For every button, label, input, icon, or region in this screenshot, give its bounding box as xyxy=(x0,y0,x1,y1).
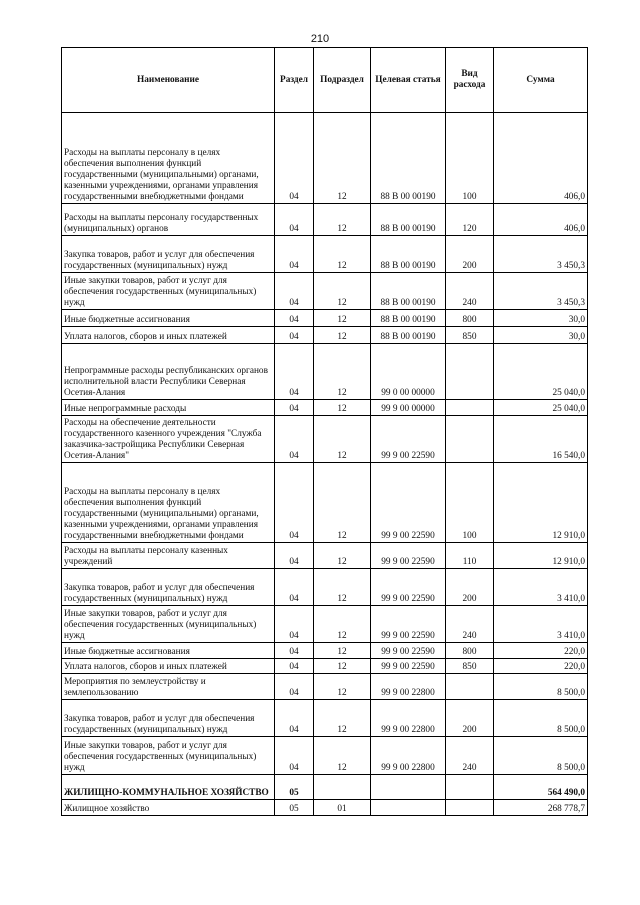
cell-vid xyxy=(446,400,494,416)
cell-vid xyxy=(446,800,494,816)
table-row xyxy=(62,659,588,674)
cell-razdel: 04 xyxy=(275,113,314,204)
cell-podrazdel: 12 xyxy=(314,344,371,400)
cell-razdel: 05 xyxy=(275,800,314,816)
cell-razdel: 04 xyxy=(275,700,314,737)
cell-sum: 8 500,0 xyxy=(494,737,588,775)
cell-sum: 25 040,0 xyxy=(494,400,588,416)
cell-razdel: 04 xyxy=(275,659,314,674)
cell-podrazdel: 12 xyxy=(314,204,371,236)
cell-podrazdel: 12 xyxy=(314,113,371,204)
cell-podrazdel: 12 xyxy=(314,569,371,606)
cell-name: Жилищное хозяйство xyxy=(62,800,275,816)
cell-name: Расходы на выплаты персоналу государственных (муниципальных) органов xyxy=(62,204,275,236)
cell-sum: 3 450,3 xyxy=(494,273,588,310)
cell-razdel: 04 xyxy=(275,606,314,643)
cell-name: Уплата налогов, сборов и иных платежей xyxy=(62,327,275,344)
table-row xyxy=(62,327,588,344)
cell-target: 99 9 00 22800 xyxy=(371,737,446,775)
cell-podrazdel: 12 xyxy=(314,463,371,543)
cell-sum: 3 410,0 xyxy=(494,569,588,606)
cell-vid: 800 xyxy=(446,310,494,327)
cell-vid: 240 xyxy=(446,737,494,775)
cell-target: 88 В 00 00190 xyxy=(371,310,446,327)
cell-name: Закупка товаров, работ и услуг для обеспечения государственных (муниципальных) нужд xyxy=(62,700,275,737)
table-row xyxy=(62,400,588,416)
table-row xyxy=(62,569,588,606)
cell-razdel: 04 xyxy=(275,204,314,236)
cell-podrazdel: 12 xyxy=(314,310,371,327)
cell-target: 99 9 00 22590 xyxy=(371,416,446,463)
cell-razdel: 04 xyxy=(275,236,314,273)
cell-podrazdel: 01 xyxy=(314,800,371,816)
cell-name: Иные бюджетные ассигнования xyxy=(62,310,275,327)
table-row xyxy=(62,273,588,310)
cell-sum: 16 540,0 xyxy=(494,416,588,463)
cell-name: Уплата налогов, сборов и иных платежей xyxy=(62,659,275,674)
cell-razdel: 04 xyxy=(275,643,314,659)
cell-name: Расходы на обеспечение деятельности государственного казенного учреждения "Служба заказчика-застройщика Республики Северная Осетия-Алания" xyxy=(62,416,275,463)
header-podrazdel: Подраздел xyxy=(314,48,371,113)
cell-sum: 220,0 xyxy=(494,643,588,659)
cell-razdel: 05 xyxy=(275,775,314,800)
table-row xyxy=(62,113,588,204)
cell-sum: 3 410,0 xyxy=(494,606,588,643)
cell-razdel: 04 xyxy=(275,463,314,543)
cell-name: Иные бюджетные ассигнования xyxy=(62,643,275,659)
table-header-row xyxy=(62,48,588,113)
cell-razdel: 04 xyxy=(275,310,314,327)
cell-vid: 200 xyxy=(446,700,494,737)
cell-sum: 12 910,0 xyxy=(494,543,588,569)
cell-target xyxy=(371,775,446,800)
cell-vid: 200 xyxy=(446,236,494,273)
table-row xyxy=(62,236,588,273)
cell-sum: 8 500,0 xyxy=(494,674,588,700)
header-razdel: Раздел xyxy=(275,48,314,113)
cell-target: 88 В 00 00190 xyxy=(371,273,446,310)
cell-podrazdel: 12 xyxy=(314,400,371,416)
cell-target: 99 9 00 00000 xyxy=(371,400,446,416)
cell-razdel: 04 xyxy=(275,569,314,606)
table-row xyxy=(62,463,588,543)
cell-target: 99 9 00 22800 xyxy=(371,700,446,737)
cell-sum: 268 778,7 xyxy=(494,800,588,816)
cell-sum: 564 490,0 xyxy=(494,775,588,800)
cell-vid: 800 xyxy=(446,643,494,659)
table-row xyxy=(62,204,588,236)
table-row xyxy=(62,674,588,700)
cell-sum: 30,0 xyxy=(494,327,588,344)
cell-vid: 850 xyxy=(446,327,494,344)
cell-podrazdel: 12 xyxy=(314,327,371,344)
cell-podrazdel: 12 xyxy=(314,273,371,310)
cell-name: Мероприятия по землеустройству и землепользованию xyxy=(62,674,275,700)
cell-target: 99 9 00 22590 xyxy=(371,569,446,606)
cell-sum: 8 500,0 xyxy=(494,700,588,737)
cell-vid xyxy=(446,416,494,463)
cell-vid xyxy=(446,674,494,700)
cell-name: Закупка товаров, работ и услуг для обеспечения государственных (муниципальных) нужд xyxy=(62,236,275,273)
cell-target: 99 9 00 22590 xyxy=(371,643,446,659)
table-row xyxy=(62,737,588,775)
cell-name: Иные закупки товаров, работ и услуг для обеспечения государственных (муниципальных) нужд xyxy=(62,273,275,310)
cell-name: Иные непрограммные расходы xyxy=(62,400,275,416)
cell-sum: 406,0 xyxy=(494,204,588,236)
cell-name: ЖИЛИЩНО-КОММУНАЛЬНОЕ ХОЗЯЙСТВО xyxy=(62,775,275,800)
cell-target: 99 9 00 22800 xyxy=(371,674,446,700)
cell-vid xyxy=(446,775,494,800)
table-row xyxy=(62,310,588,327)
cell-target xyxy=(371,800,446,816)
cell-vid: 240 xyxy=(446,606,494,643)
header-sum: Сумма xyxy=(494,48,588,113)
cell-sum: 30,0 xyxy=(494,310,588,327)
cell-razdel: 04 xyxy=(275,737,314,775)
cell-target: 99 9 00 22590 xyxy=(371,463,446,543)
cell-razdel: 04 xyxy=(275,674,314,700)
cell-target: 88 В 00 00190 xyxy=(371,327,446,344)
cell-razdel: 04 xyxy=(275,416,314,463)
cell-razdel: 04 xyxy=(275,327,314,344)
cell-podrazdel: 12 xyxy=(314,606,371,643)
header-name: Наименование xyxy=(62,48,275,113)
cell-name: Иные закупки товаров, работ и услуг для обеспечения государственных (муниципальных) нужд xyxy=(62,606,275,643)
cell-podrazdel: 12 xyxy=(314,543,371,569)
cell-target: 99 9 00 22590 xyxy=(371,659,446,674)
cell-sum: 12 910,0 xyxy=(494,463,588,543)
cell-vid: 240 xyxy=(446,273,494,310)
header-target: Целевая статья xyxy=(371,48,446,113)
cell-name: Непрограммные расходы республиканских органов исполнительной власти Республики Северная Осетия-Алания xyxy=(62,344,275,400)
cell-target: 99 9 00 22590 xyxy=(371,543,446,569)
cell-name: Расходы на выплаты персоналу казенных учреждений xyxy=(62,543,275,569)
cell-name: Иные закупки товаров, работ и услуг для обеспечения государственных (муниципальных) нужд xyxy=(62,737,275,775)
header-vid: Вид расхода xyxy=(446,48,494,113)
cell-sum: 25 040,0 xyxy=(494,344,588,400)
cell-vid: 100 xyxy=(446,113,494,204)
table-row xyxy=(62,543,588,569)
cell-sum: 3 450,3 xyxy=(494,236,588,273)
cell-vid: 200 xyxy=(446,569,494,606)
table-row xyxy=(62,775,588,800)
table-row xyxy=(62,700,588,737)
cell-target: 99 0 00 00000 xyxy=(371,344,446,400)
cell-podrazdel: 12 xyxy=(314,643,371,659)
table-row xyxy=(62,606,588,643)
cell-podrazdel: 12 xyxy=(314,737,371,775)
cell-vid: 120 xyxy=(446,204,494,236)
page-number: 210 xyxy=(310,33,330,45)
cell-sum: 406,0 xyxy=(494,113,588,204)
cell-name: Закупка товаров, работ и услуг для обеспечения государственных (муниципальных) нужд xyxy=(62,569,275,606)
cell-podrazdel: 12 xyxy=(314,236,371,273)
budget-table xyxy=(61,47,588,816)
cell-razdel: 04 xyxy=(275,543,314,569)
cell-podrazdel: 12 xyxy=(314,700,371,737)
cell-podrazdel: 12 xyxy=(314,659,371,674)
cell-target: 88 В 00 00190 xyxy=(371,236,446,273)
cell-vid: 850 xyxy=(446,659,494,674)
cell-podrazdel xyxy=(314,775,371,800)
cell-razdel: 04 xyxy=(275,344,314,400)
cell-name: Расходы на выплаты персоналу в целях обеспечения выполнения функций государственными (муниципальными) органами, казенными учреждениями, органами управления государственными внебюджетными фондами xyxy=(62,113,275,204)
cell-name: Расходы на выплаты персоналу в целях обеспечения выполнения функций государственными (муниципальными) органами, казенными учреждениями, органами управления государственными внебюджетными фондами xyxy=(62,463,275,543)
cell-podrazdel: 12 xyxy=(314,674,371,700)
cell-podrazdel: 12 xyxy=(314,416,371,463)
table-row xyxy=(62,643,588,659)
cell-razdel: 04 xyxy=(275,400,314,416)
table-row xyxy=(62,800,588,816)
table-row xyxy=(62,344,588,400)
table-row xyxy=(62,416,588,463)
cell-vid xyxy=(446,344,494,400)
cell-sum: 220,0 xyxy=(494,659,588,674)
cell-razdel: 04 xyxy=(275,273,314,310)
cell-target: 99 9 00 22590 xyxy=(371,606,446,643)
cell-vid: 110 xyxy=(446,543,494,569)
cell-vid: 100 xyxy=(446,463,494,543)
cell-target: 88 В 00 00190 xyxy=(371,113,446,204)
cell-target: 88 В 00 00190 xyxy=(371,204,446,236)
